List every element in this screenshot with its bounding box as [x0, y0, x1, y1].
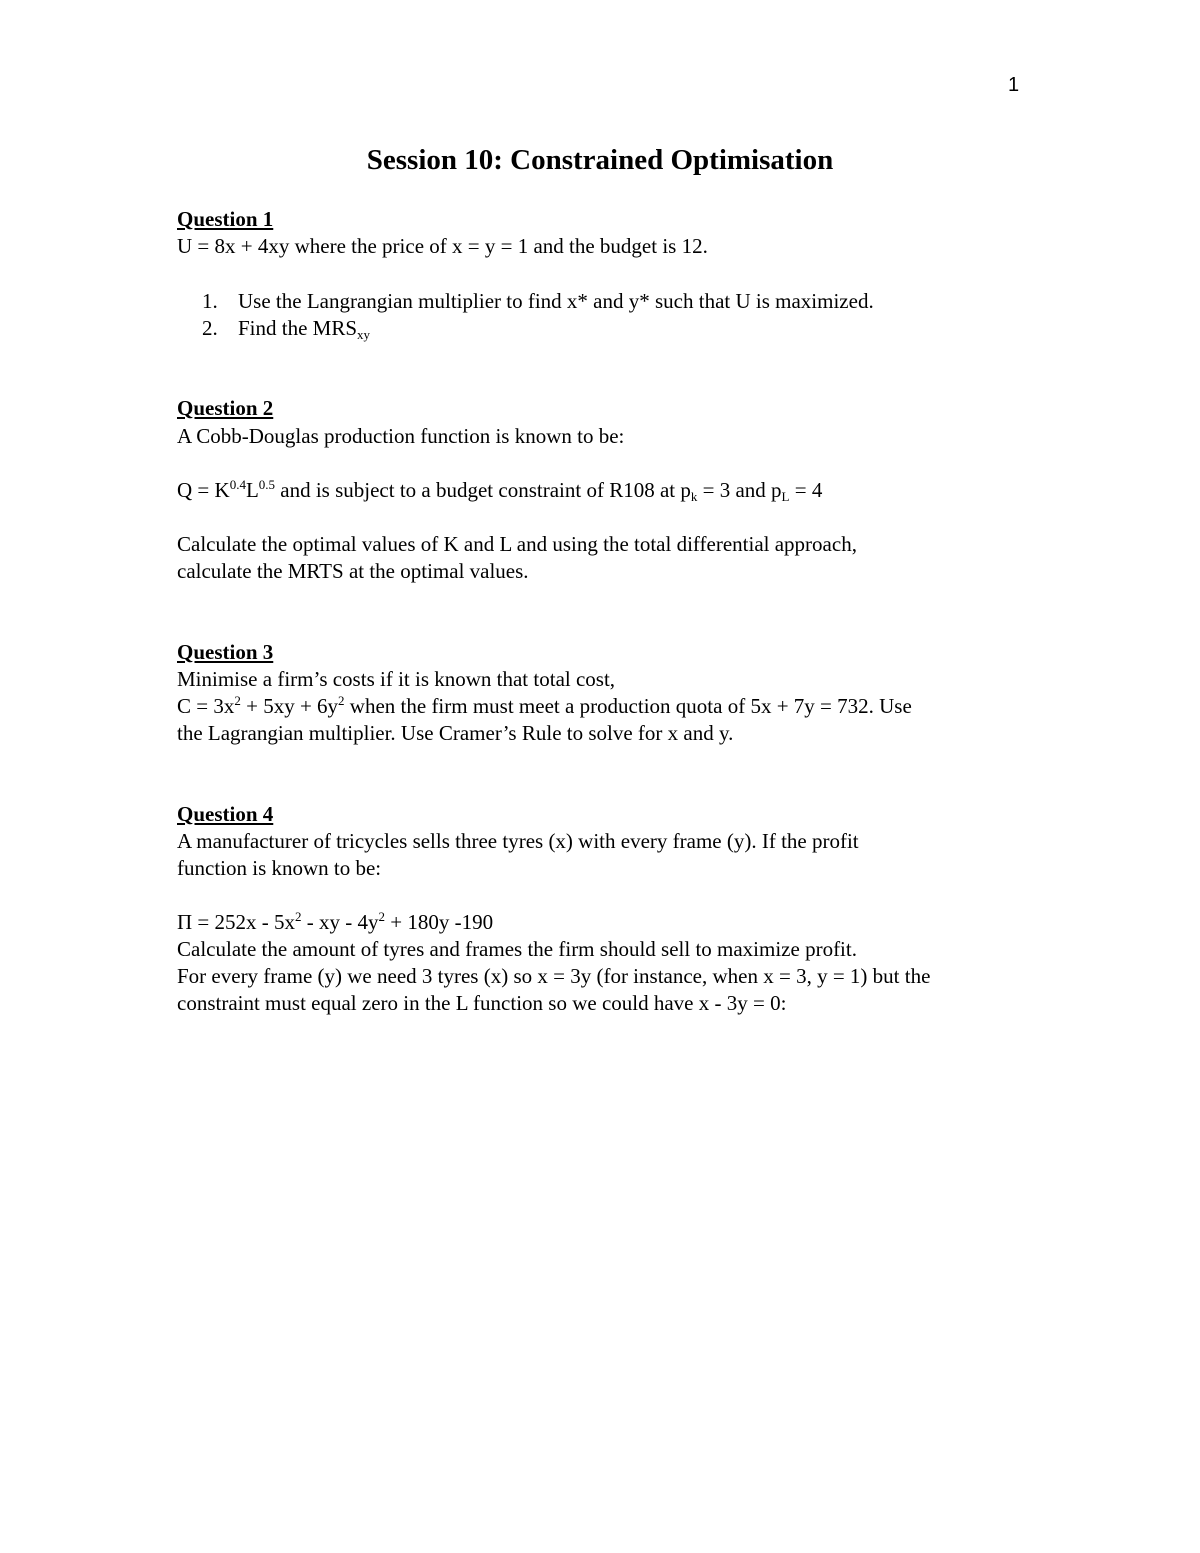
superscript: 2: [295, 909, 302, 924]
question-2-intro: A Cobb-Douglas production function is known to be:: [177, 424, 625, 448]
question-4-heading: Question 4: [177, 802, 274, 826]
list-item: Use the Langrangian multiplier to find x* and y* such that U is maximized.: [238, 289, 874, 313]
question-3-body: the Lagrangian multiplier. Use Cramer’s Rule to solve for x and y.: [177, 721, 734, 745]
question-4-body: function is known to be:: [177, 856, 382, 880]
question-2-body: Calculate the optimal values of K and L and using the total differential approach,: [177, 532, 857, 556]
equation-text: + 180y -190: [385, 910, 494, 934]
equation-text: and is subject to a budget constraint of R108 at p: [275, 478, 691, 502]
superscript: 2: [234, 693, 241, 708]
superscript: 2: [378, 909, 386, 924]
equation-text: = 3 and p: [697, 478, 782, 502]
question-4-body: For every frame (y) we need 3 tyres (x) so x = 3y (for instance, when x = 3, y = 1) but the: [177, 964, 931, 988]
equation-text: when the firm must meet a production quota of 5x + 7y = 732. Use: [344, 694, 912, 718]
question-2-body: calculate the MRTS at the optimal values.: [177, 559, 529, 583]
list-number: 1.: [202, 289, 218, 313]
subscript: L: [781, 489, 790, 504]
question-4-body: A manufacturer of tricycles sells three tyres (x) with every frame (y). If the profit: [177, 829, 859, 853]
question-4-body: constraint must equal zero in the L function so we could have x - 3y = 0:: [177, 991, 787, 1015]
list-item: [238, 315, 370, 341]
superscript: 0.5: [258, 477, 276, 492]
subscript: k: [690, 489, 698, 504]
question-4-equation: [177, 909, 493, 935]
superscript: 2: [338, 693, 345, 708]
equation-text: = 4: [789, 478, 823, 502]
question-1-intro: U = 8x + 4xy where the price of x = y = 1 and the budget is 12.: [177, 234, 708, 258]
question-2-heading: Question 2: [177, 396, 274, 420]
list-number: 2.: [202, 316, 218, 340]
subscript: xy: [357, 327, 371, 342]
equation-text: L: [245, 478, 259, 502]
question-3-equation: [177, 693, 912, 719]
equation-text: Q = K: [177, 478, 230, 502]
equation-text: - xy - 4y: [301, 910, 379, 934]
question-1-heading: Question 1: [177, 207, 274, 231]
equation-text: + 5xy + 6y: [240, 694, 339, 718]
superscript: 0.4: [229, 477, 246, 492]
equation-text: Π = 252x - 5x: [177, 910, 296, 934]
page-title: Session 10: Constrained Optimisation: [366, 144, 834, 176]
page-number: 1: [1008, 74, 1020, 96]
question-4-body: Calculate the amount of tyres and frames the firm should sell to maximize profit.: [177, 937, 857, 961]
question-3-heading: Question 3: [177, 640, 274, 664]
equation-text: C = 3x: [177, 694, 235, 718]
question-2-equation: [177, 477, 822, 503]
question-3-body: Minimise a firm’s costs if it is known that total cost,: [177, 667, 616, 691]
list-item-text: Find the MRS: [238, 316, 358, 340]
